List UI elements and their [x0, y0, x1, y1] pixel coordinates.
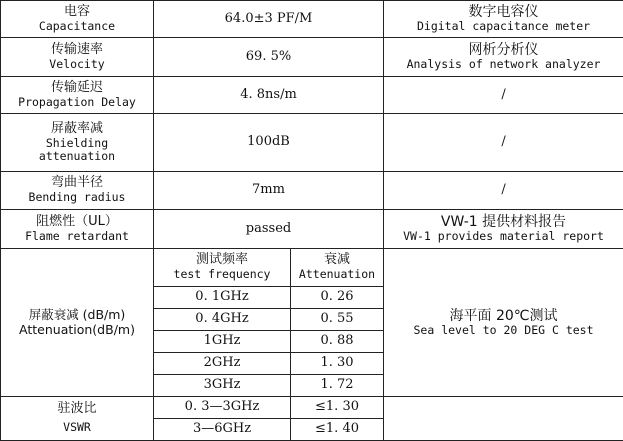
value-cell: 100dB	[154, 114, 384, 172]
label-zh: 电容	[1, 5, 153, 20]
row-capacitance	[1, 1, 623, 38]
atten-cell: 0. 26	[291, 287, 384, 309]
attenuation-label-cell	[1, 249, 154, 397]
label-en: Flame retardant	[1, 230, 153, 243]
value-cell: 4. 8ns/m	[154, 77, 384, 114]
label-cell	[1, 1, 154, 38]
method-cell: /	[384, 77, 623, 114]
value-cell: passed	[154, 210, 384, 249]
value-cell: 69. 5%	[154, 38, 384, 77]
freq-cell: 0. 1GHz	[154, 287, 291, 309]
label-zh: 弯曲半径	[1, 176, 153, 191]
atten-cell: 1. 72	[291, 375, 384, 397]
atten-cell: 1. 30	[291, 353, 384, 375]
atten-header-cell	[291, 249, 384, 287]
row-attenuation-header	[1, 249, 623, 287]
method-en: Digital capacitance meter	[384, 20, 623, 33]
label-en: Shielding attenuation	[1, 137, 153, 163]
method-zh: 数字电容仪	[384, 4, 623, 20]
attenuation-method-cell	[384, 249, 623, 397]
label-cell	[1, 38, 154, 77]
freq-cell: 0. 4GHz	[154, 309, 291, 331]
value-cell: 64.0±3 PF/M	[154, 1, 384, 38]
label-cell	[1, 210, 154, 249]
method-cell	[384, 1, 623, 38]
vswr-label-cell	[1, 397, 154, 441]
label-cell	[1, 172, 154, 210]
atten-cell: 0. 88	[291, 331, 384, 353]
vswr-range-cell: 0. 3—3GHz	[154, 397, 291, 419]
method-en: Analysis of network analyzer	[384, 58, 623, 71]
method-cell: /	[384, 172, 623, 210]
row-shielding	[1, 114, 623, 172]
vswr-value-cell: ≤1. 40	[291, 419, 384, 441]
freq-header-cell	[154, 249, 291, 287]
label-zh: 阻燃性（UL）	[1, 215, 153, 230]
vswr-label-en: VSWR	[1, 421, 153, 434]
attenuation-method-zh: 海平面 20℃测试	[384, 308, 623, 324]
attenuation-label-zh: 屏蔽衰减 (dB/m)	[1, 308, 153, 322]
label-en: Velocity	[1, 58, 153, 71]
value-cell: 7mm	[154, 172, 384, 210]
method-cell: /	[384, 114, 623, 172]
row-propagation-delay	[1, 77, 623, 114]
vswr-method-cell	[384, 397, 623, 441]
row-bending-radius	[1, 172, 623, 210]
row-vswr-1	[1, 397, 623, 419]
atten-cell: 0. 55	[291, 309, 384, 331]
vswr-value-cell: ≤1. 30	[291, 397, 384, 419]
vswr-range-cell: 3—6GHz	[154, 419, 291, 441]
freq-header-zh: 测试频率	[154, 253, 290, 268]
freq-cell: 3GHz	[154, 375, 291, 397]
attenuation-method-en: Sea level to 20 DEG C test	[384, 324, 623, 337]
method-cell	[384, 38, 623, 77]
label-en: Capacitance	[1, 20, 153, 33]
freq-header-en: test frequency	[154, 268, 290, 281]
row-velocity	[1, 38, 623, 77]
attenuation-label-en: Attenuation(dB/m)	[1, 323, 153, 337]
atten-header-zh: 衰减	[291, 253, 383, 268]
label-zh: 传输延迟	[1, 81, 153, 96]
row-flame-retardant	[1, 210, 623, 249]
vswr-label-zh: 驻波比	[1, 402, 153, 417]
label-cell	[1, 114, 154, 172]
freq-cell: 2GHz	[154, 353, 291, 375]
method-en: VW-1 provides material report	[384, 230, 623, 243]
method-zh: 网析分析仪	[384, 42, 623, 58]
label-en: Bending radius	[1, 191, 153, 204]
method-cell	[384, 210, 623, 249]
label-en: Propagation Delay	[1, 96, 153, 109]
label-cell	[1, 77, 154, 114]
freq-cell: 1GHz	[154, 331, 291, 353]
atten-header-en: Attenuation	[291, 268, 383, 281]
method-zh: VW-1 提供材料报告	[384, 214, 623, 230]
label-zh: 传输速率	[1, 43, 153, 58]
label-zh: 屏蔽率减	[1, 122, 153, 137]
